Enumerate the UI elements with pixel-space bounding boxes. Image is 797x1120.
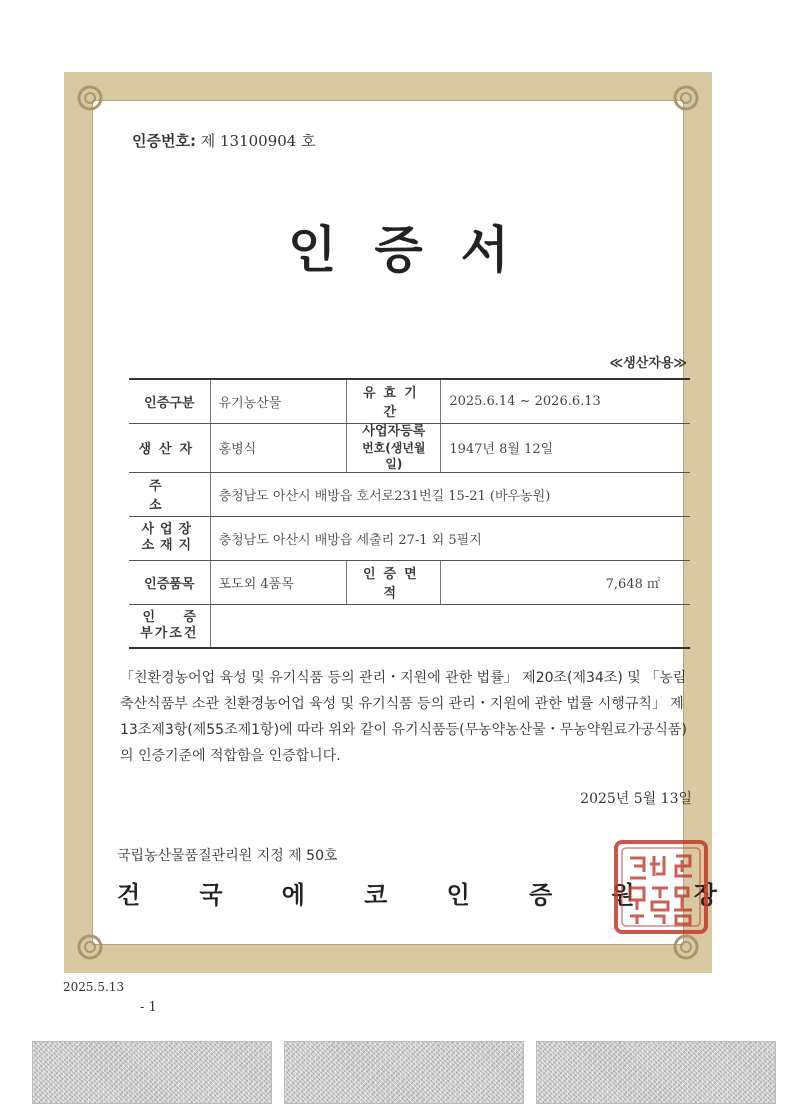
table-row [129,560,690,604]
table-row [129,472,690,516]
organization-char: 건 [117,880,141,909]
additional-conditions-label-line1: 인 증 [142,609,197,625]
organization-char: 장 [693,880,717,909]
cert-items-label: 인증품목 [129,560,210,604]
cert-area-label: 인증면적 [347,560,441,604]
organization-char: 원 [611,880,635,909]
table-row [129,604,690,648]
security-pattern-block [284,1041,524,1104]
corner-ornament-icon [672,933,700,961]
producer-label: 생산자 [129,423,210,472]
validity-value: 2025.6.14 ~ 2026.6.13 [441,379,690,423]
certificate-number-label: 인증번호: [132,132,196,150]
issue-date: 2025년 5월 13일 [580,791,692,807]
address-label: 주소 [129,472,210,516]
cert-items-value: 포도외 4품목 [210,560,347,604]
certificate-number-value: 제 13100904 호 [200,132,316,150]
organization-char: 국 [199,880,223,909]
table-row [129,379,690,423]
usage-tag: ≪생산자용≫ [609,356,687,371]
corner-ornament-icon [76,933,104,961]
security-pattern-block [32,1041,272,1104]
certification-statement: 「친환경농어업 육성 및 유기식품 등의 관리・지원에 관한 법률」 제20조(제34조) 및 「농림축산식품부 소관 친환경농어업 육성 및 유기식품 등의 관리・지원에 관한 법률 시행규칙」 제13조제3항(제55조제1항)에 따라 위와 같이 유기식품등(무농약농산물・무농약원료가공식품)의 인증기준에 적합함을 인증합니다. [120,670,687,764]
agency-designation: 국립농산물품질관리원 지정 제 50호 [117,848,338,864]
business-location-value: 충청남도 아산시 배방읍 세출리 27-1 외 5필지 [210,516,690,560]
security-pattern-block [536,1041,776,1104]
organization-char: 코 [364,880,388,909]
additional-conditions-value [210,604,690,648]
cert-area-value: 7,648 ㎡ [441,560,690,604]
organization-char: 인 [446,880,470,909]
address-value: 충청남도 아산시 배방읍 호서로231번길 15-21 (바우농원) [210,472,690,516]
corner-ornament-icon [672,84,700,112]
registration-label-line2: 번호(생년월일) [362,440,426,471]
business-location-label-line2: 소재지 [141,538,198,553]
validity-label: 유효기간 [347,379,441,423]
document-title: 인증서 [288,221,547,279]
certificate-number [132,130,316,151]
additional-conditions-label [129,604,210,648]
producer-value: 홍병식 [210,423,347,472]
organization-char: 에 [281,880,305,909]
table-row [129,516,690,560]
business-location-label-line1: 사업장 [141,522,198,537]
table-row [129,423,690,472]
corner-ornament-icon [76,84,104,112]
registration-value: 1947년 8월 12일 [441,423,690,472]
print-date: 2025.5.13 [63,980,125,994]
registration-label-line1: 사업자등록 [362,423,426,439]
cert-type-label: 인증구분 [129,379,210,423]
cert-type-value: 유기농산물 [210,379,347,423]
certificate-info-table [129,378,690,649]
registration-label [347,423,441,472]
additional-conditions-label-line2: 부가조건 [140,625,199,641]
business-location-label [129,516,210,560]
page-number: - 1 [140,1000,157,1015]
official-seal-stamp [612,838,710,936]
organization-char: 증 [528,880,553,909]
